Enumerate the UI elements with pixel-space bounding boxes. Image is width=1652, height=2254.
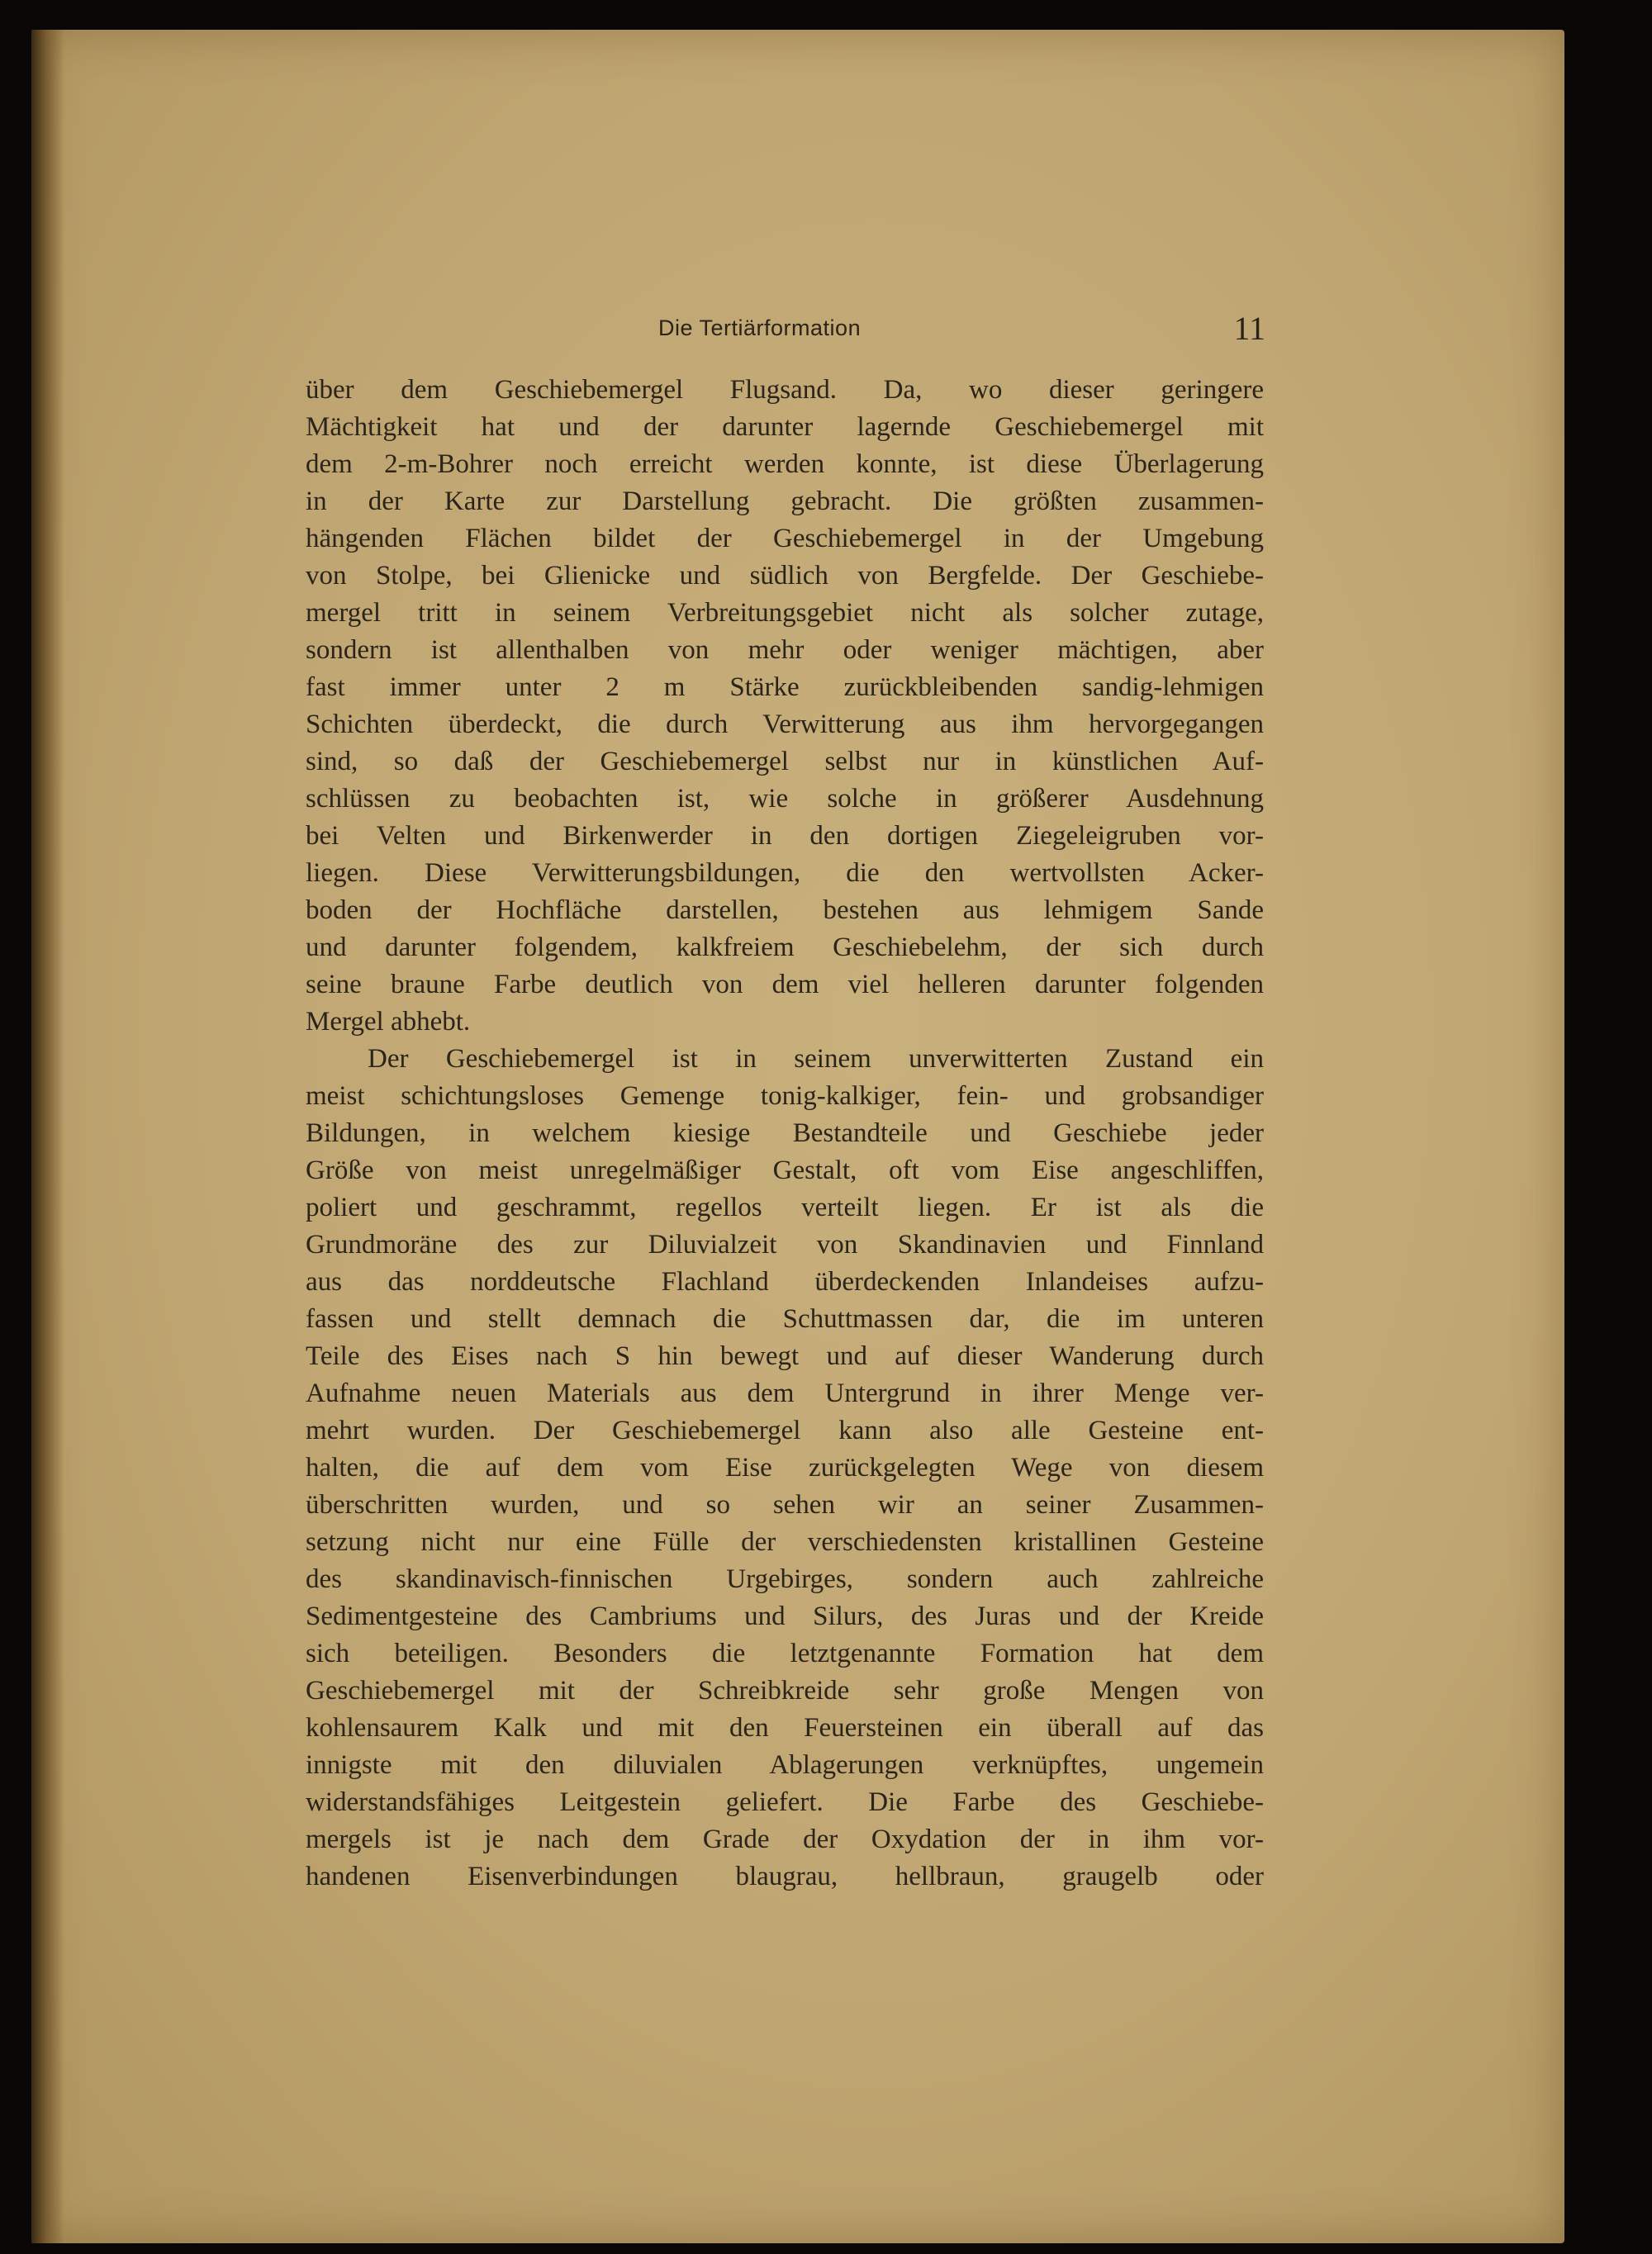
text-line: bei Velten und Birkenwerder in den dortigen Ziegeleigruben vor- [306,821,1264,851]
running-title: Die Tertiärformation [658,316,862,340]
text-line: mergel tritt in seinem Verbreitungsgebiet nicht als solcher zutage, [306,598,1264,628]
text-line: hängenden Flächen bildet der Geschiebemergel in der Umgebung [306,524,1264,553]
text-line: boden der Hochfläche darstellen, bestehen aus lehmigem Sande [306,895,1264,925]
text-line: sondern ist allenthalben von mehr oder weniger mächtigen, aber [306,635,1264,665]
text-line: seine braune Farbe deutlich von dem viel helleren darunter folgenden [306,970,1264,999]
text-line: über dem Geschiebemergel Flugsand. Da, wo dieser geringere [306,375,1264,405]
text-line: fassen und stellt demnach die Schuttmassen dar, die im unteren [306,1304,1264,1334]
text-line: Grundmoräne des zur Diluvialzeit von Skandinavien und Finnland [306,1230,1264,1260]
text-line: widerstandsfähiges Leitgestein geliefert. Die Farbe des Geschiebe- [306,1787,1264,1817]
text-line: Bildungen, in welchem kiesige Bestandteile und Geschiebe jeder [306,1118,1264,1148]
text-line: halten, die auf dem vom Eise zurückgelegten Wege von diesem [306,1453,1264,1483]
text-line: handenen Eisenverbindungen blaugrau, hellbraun, graugelb oder [306,1862,1264,1891]
text-line: des skandinavisch-finnischen Urgebirges, sondern auch zahlreiche [306,1564,1264,1594]
text-line: innigste mit den diluvialen Ablagerungen verknüpftes, ungemein [306,1750,1264,1780]
text-line: fast immer unter 2 m Stärke zurückbleibenden sandig-lehmigen [306,672,1264,702]
text-line: von Stolpe, bei Glienicke und südlich von Bergfelde. Der Geschiebe- [306,561,1264,591]
text-line: überschritten wurden, und so sehen wir an seiner Zusammen- [306,1490,1264,1520]
text-line: Mächtigkeit hat und der darunter lagernde Geschiebemergel mit [306,412,1264,442]
text-line: sind, so daß der Geschiebemergel selbst nur in künstlichen Auf- [306,747,1264,776]
text-line: setzung nicht nur eine Fülle der verschiedensten kristallinen Gesteine [306,1527,1264,1557]
body-text [306,372,1264,1896]
text-line: schlüssen zu beobachten ist, wie solche in größerer Ausdehnung [306,784,1264,814]
text-line: Sedimentgesteine des Cambriums und Silurs, des Juras und der Kreide [306,1602,1264,1631]
page-header [297,297,1272,355]
text-line: sich beteiligen. Besonders die letztgenannte Formation hat dem [306,1639,1264,1668]
text-line: kohlensaurem Kalk und mit den Feuersteinen ein überall auf das [306,1713,1264,1743]
book-gutter [31,30,64,2243]
text-line: aus das norddeutsche Flachland überdeckenden Inlandeises aufzu- [306,1267,1264,1297]
text-line: dem 2-m-Bohrer noch erreicht werden konnte, ist diese Überlagerung [306,449,1264,479]
text-line: meist schichtungsloses Gemenge tonig-kalkiger, fein- und grobsandiger [306,1081,1264,1111]
text-line: und darunter folgendem, kalkfreiem Geschiebelehm, der sich durch [306,932,1264,962]
paragraph-start-line: Der Geschiebemergel ist in seinem unverwitterten Zustand ein [368,1044,1264,1074]
page-number: 11 [1233,310,1265,347]
text-line: in der Karte zur Darstellung gebracht. Die größten zusammen- [306,486,1264,516]
text-line: Schichten überdeckt, die durch Verwitterung aus ihm hervorgegangen [306,709,1264,739]
text-line: Geschiebemergel mit der Schreibkreide sehr große Mengen von [306,1676,1264,1706]
text-line: mergels ist je nach dem Grade der Oxydation der in ihm vor- [306,1825,1264,1854]
text-line: Aufnahme neuen Materials aus dem Untergrund in ihrer Menge ver- [306,1378,1264,1408]
text-line: liegen. Diese Verwitterungsbildungen, die den wertvollsten Acker- [306,858,1264,888]
text-line: Teile des Eises nach S hin bewegt und auf dieser Wanderung durch [306,1341,1264,1371]
text-line: Größe von meist unregelmäßiger Gestalt, oft vom Eise angeschliffen, [306,1155,1264,1185]
text-line: mehrt wurden. Der Geschiebemergel kann also alle Gesteine ent- [306,1416,1264,1445]
paragraph-end-line: Mergel abhebt. [306,1007,471,1037]
text-line: poliert und geschrammt, regellos verteilt liegen. Er ist als die [306,1193,1264,1222]
